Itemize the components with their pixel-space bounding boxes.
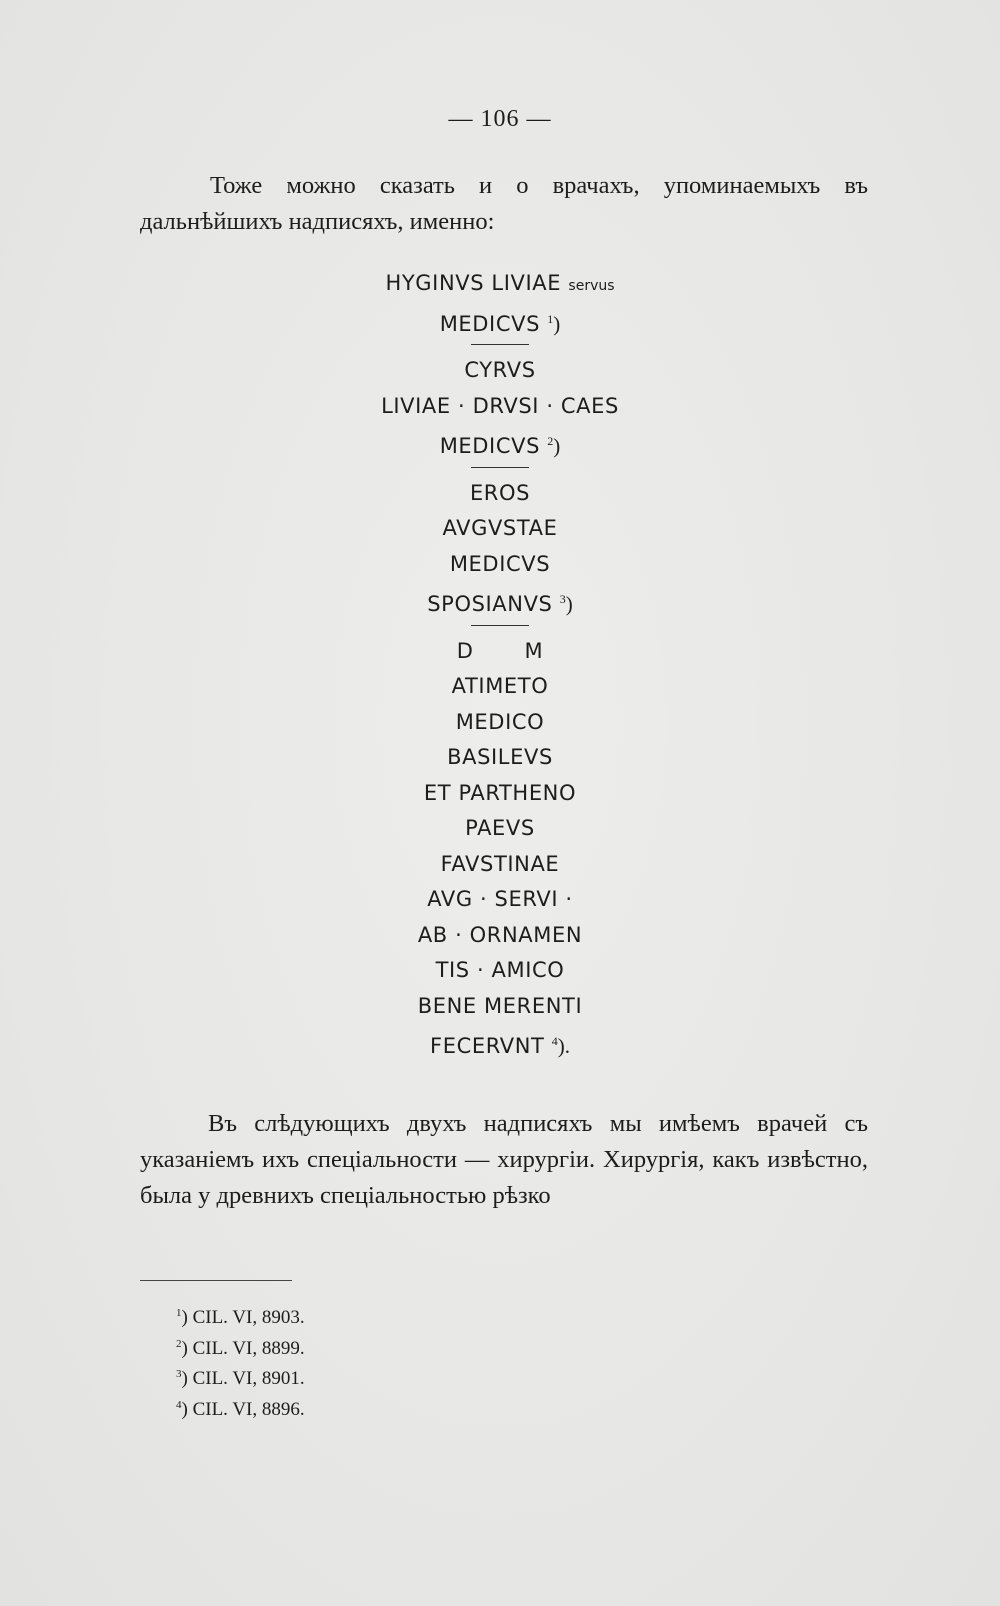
inscription-3 [0,476,1000,618]
inscription-separator [471,467,529,468]
footnote-ref-paren: ) [565,592,573,616]
footnote [176,1329,305,1360]
inscription-text: SPOSIANVS [427,592,560,616]
inscription-line: ATIMETO [451,674,549,698]
inscription-line [0,424,1000,460]
inscription-line: PAEVS [465,816,535,840]
inscription-line: TIS · AMICO [435,958,565,982]
footnote-ref-paren: ) [553,434,561,458]
inscription-line: MEDICVS [449,551,551,576]
inscription-line: LIVIAE · DRVSI · CAES [381,393,619,418]
inscription-line [0,302,1000,338]
footnote-text: ) CIL. VI, 8899. [181,1337,305,1359]
inscription-small-text: servus [568,278,615,294]
footnote-mark: 4 [176,1398,182,1411]
footnote-mark: 2 [176,1337,182,1350]
footnote-ref: 3 [559,592,566,606]
footnote-text: ) CIL. VI, 8901. [181,1368,305,1389]
footnote-text: ) CIL. VI, 8903. [181,1307,305,1328]
inscription-line: AVGVSTAE [442,516,558,540]
footnote-mark: 3 [176,1368,182,1380]
inscription-line: CYRVS [464,358,536,382]
inscription-text: HYGINVS LIVIAE [385,271,569,295]
footnote-text: ) CIL. VI, 8896. [181,1398,305,1420]
footnote-mark: 1 [176,1307,182,1319]
footnote-ref: 1 [547,311,554,326]
inscription-line [0,266,1000,302]
footnote-ref: 2 [547,434,554,448]
footnote [176,1390,305,1421]
inscription-line: D M [456,638,544,663]
inscription-line: BENE MERENTI [417,993,583,1018]
footnote-ref-paren: ). [557,1034,570,1058]
page-number: — 106 — [448,106,552,132]
footnote [176,1298,305,1329]
footnotes [176,1298,305,1420]
inscription-line: MEDICO [455,709,545,734]
inscription-line: AVG · SERVI · [427,887,573,911]
inscription-4 [0,634,1000,1060]
paragraph-surgery: Въ слѣдующихъ двухъ надписяхъ мы имѣемъ врачей съ указаніемъ ихъ спеціальности — хирургіи. Хирургія, какъ извѣстно, была у древнихъ спеціальностью рѣзко [140,1110,868,1209]
inscription-2 [0,353,1000,460]
inscription-line: ET PARTHENO [423,780,577,805]
inscription-line: FAVSTINAE [440,851,560,876]
inscription-line: EROS [469,480,531,505]
inscription-line: BASILEVS [447,745,553,769]
inscription-line [0,1024,1000,1060]
footnote [176,1359,305,1390]
inscription-text: MEDICVS [439,311,548,336]
inscription-line: AB · ORNAMEN [417,922,583,947]
inscription-separator [471,344,529,345]
footnote-divider [140,1280,292,1281]
inscription-line [0,582,1000,618]
inscription-text: MEDICVS [439,434,548,458]
inscription-separator [471,625,529,626]
paragraph-intro: Тоже можно сказать и о врачахъ, упоминаемыхъ въ дальнѣйшихъ надписяхъ, именно: [140,172,868,235]
footnote-ref-paren: ) [553,311,561,336]
footnote-ref: 4 [551,1034,558,1048]
inscriptions-block [0,266,1000,1060]
inscription-text: FECERVNT [430,1034,552,1058]
inscription-1 [0,266,1000,337]
